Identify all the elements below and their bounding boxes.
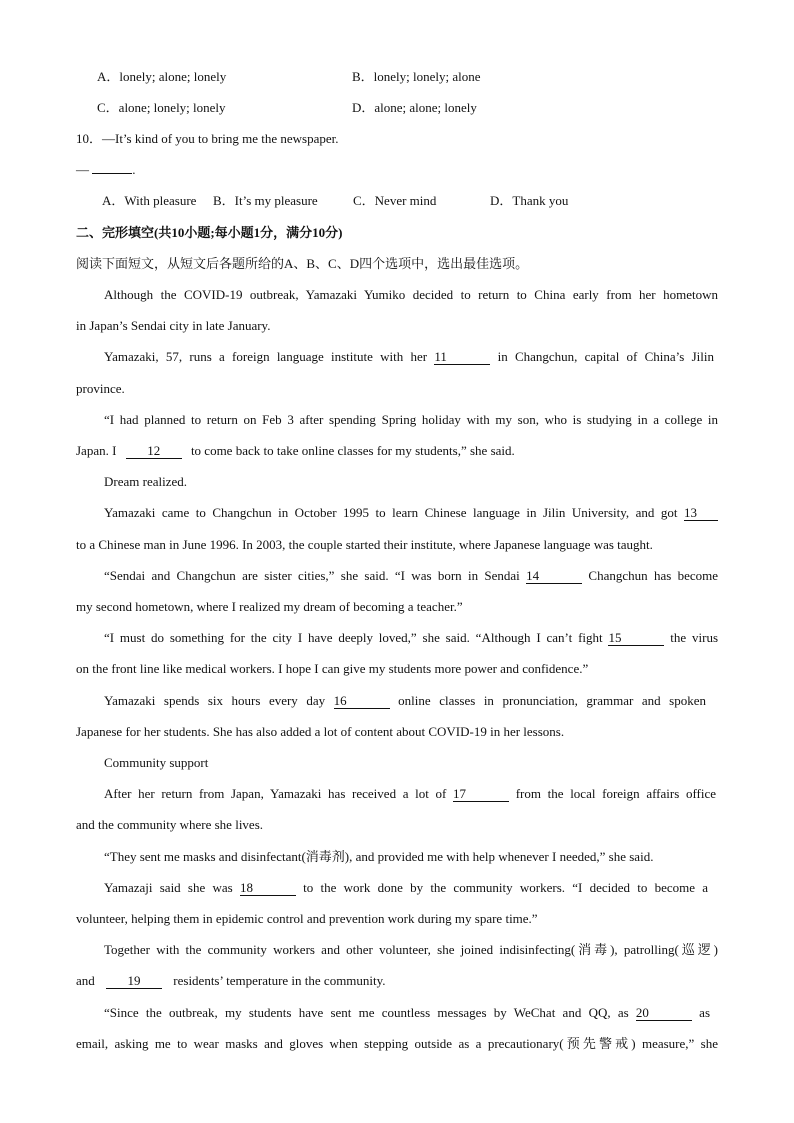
passage-text: Yamazaki came to Changchun in October 1995 to learn Chinese language in Jilin University, and got — [104, 505, 678, 520]
subheading-community-support: Community support — [104, 755, 209, 770]
passage-text: Yamazaki, 57, runs a foreign language institute with her — [104, 349, 428, 364]
passage-text: residents’ temperature in the community. — [173, 973, 386, 988]
passage-p10-line2: volunteer, helping them in epidemic control and prevention work during my spare time.” — [76, 911, 538, 926]
blank-11: 11 — [434, 350, 490, 365]
passage-text: to the work done by the community workers. “I decided to become a — [303, 880, 709, 895]
section-title: 二、完形填空(共10小题;每小题1分，满分10分) — [76, 225, 343, 240]
q10-blank — [92, 173, 132, 174]
q9-option-c: C．alone; lonely; lonely — [97, 100, 226, 115]
passage-text: “I must do something for the city I have deeply loved,” she said. “Although I can’t fight — [104, 630, 603, 645]
passage-text: After her return from Japan, Yamazaki has received a lot of — [104, 786, 447, 801]
passage-text: online classes in pronunciation, grammar and spoken — [398, 693, 707, 708]
q10-option-c: C．Never mind — [353, 193, 437, 208]
passage-p2-line1 — [104, 349, 714, 365]
passage-p11-line1: Together with the community workers and other volunteer, she joined indisinfecting(消毒), patrolling(巡逻) — [104, 942, 718, 957]
blank-19: 19 — [106, 974, 162, 989]
blank-18: 18 — [240, 881, 296, 896]
q9-option-b: B．lonely; lonely; alone — [352, 69, 481, 84]
passage-p4-line1 — [104, 505, 718, 521]
passage-text: and — [76, 973, 95, 988]
passage-p3-line2 — [76, 443, 515, 459]
passage-p2-line2: province. — [76, 381, 125, 396]
passage-p12-line1 — [104, 1005, 710, 1021]
passage-p7-line1 — [104, 693, 706, 709]
passage-text: from the local foreign affairs office — [515, 786, 717, 801]
passage-text: Japan. I — [76, 443, 117, 458]
passage-p9: “They sent me masks and disinfectant(消毒剂), and provided me with help whenever I needed,” she said. — [104, 849, 654, 864]
q10-option-a: A．With pleasure — [102, 193, 197, 208]
passage-text: to come back to take online classes for my students,” she said. — [190, 443, 515, 458]
blank-20: 20 — [636, 1006, 692, 1021]
passage-p8-line1 — [104, 786, 716, 802]
passage-p1-line2: in Japan’s Sendai city in late January. — [76, 318, 271, 333]
q10-answer-line — [76, 162, 136, 178]
blank-17: 17 — [453, 787, 509, 802]
passage-p7-line2: Japanese for her students. She has also added a lot of content about COVID-19 in her lessons. — [76, 724, 565, 739]
passage-p4-line2: to a Chinese man in June 1996. In 2003, the couple started their institute, where Japanese language was taught. — [76, 537, 653, 552]
passage-text: as — [699, 1005, 711, 1020]
q10-dash: — — [76, 162, 89, 177]
blank-13: 13 — [684, 506, 718, 521]
subheading-dream-realized: Dream realized. — [104, 474, 188, 489]
passage-p11-line2 — [76, 973, 386, 989]
passage-p6-line1 — [104, 630, 718, 646]
passage-text: “Since the outbreak, my students have sent me countless messages by WeChat and QQ, as — [104, 1005, 629, 1020]
passage-text: the virus — [670, 630, 718, 645]
blank-15: 15 — [608, 631, 664, 646]
passage-p8-line2: and the community where she lives. — [76, 817, 264, 832]
q10-option-b: B．It’s my pleasure — [213, 193, 318, 208]
passage-p5-line2: my second hometown, where I realized my dream of becoming a teacher.” — [76, 599, 463, 614]
passage-text: in Changchun, capital of China’s Jilin — [497, 349, 714, 364]
passage-text: “Sendai and Changchun are sister cities,” she said. “I was born in Sendai — [104, 568, 520, 583]
passage-p1-line1: Although the COVID-19 outbreak, Yamazaki Yumiko decided to return to China early from her hometown — [104, 287, 718, 302]
passage-text: Changchun has become — [588, 568, 719, 583]
q9-option-a: A．lonely; alone; lonely — [97, 69, 227, 84]
passage-p10-line1 — [104, 880, 708, 896]
blank-16: 16 — [334, 694, 390, 709]
q9-option-d: D．alone; alone; lonely — [352, 100, 477, 115]
q10-option-d: D．Thank you — [490, 193, 569, 208]
passage-p5-line1 — [104, 568, 718, 584]
passage-text: Yamazaji said she was — [104, 880, 233, 895]
blank-14: 14 — [526, 569, 582, 584]
passage-p6-line2: on the front line like medical workers. I hope I can give my students more power and confidence.” — [76, 661, 589, 676]
blank-12: 12 — [126, 444, 182, 459]
passage-p12-line2: email, asking me to wear masks and gloves when stepping outside as a precautionary(预先警戒) measure,” she — [76, 1036, 718, 1051]
q10-period: . — [132, 162, 136, 177]
section-instruction: 阅读下面短文，从短文后各题所给的A、B、C、D四个选项中，选出最佳选项。 — [76, 256, 529, 271]
q10-stem: 10．—It’s kind of you to bring me the newspaper. — [76, 131, 339, 146]
passage-p3-line1: “I had planned to return on Feb 3 after spending Spring holiday with my son, who is studying in a college in — [104, 412, 718, 427]
passage-text: Yamazaki spends six hours every day — [104, 693, 326, 708]
